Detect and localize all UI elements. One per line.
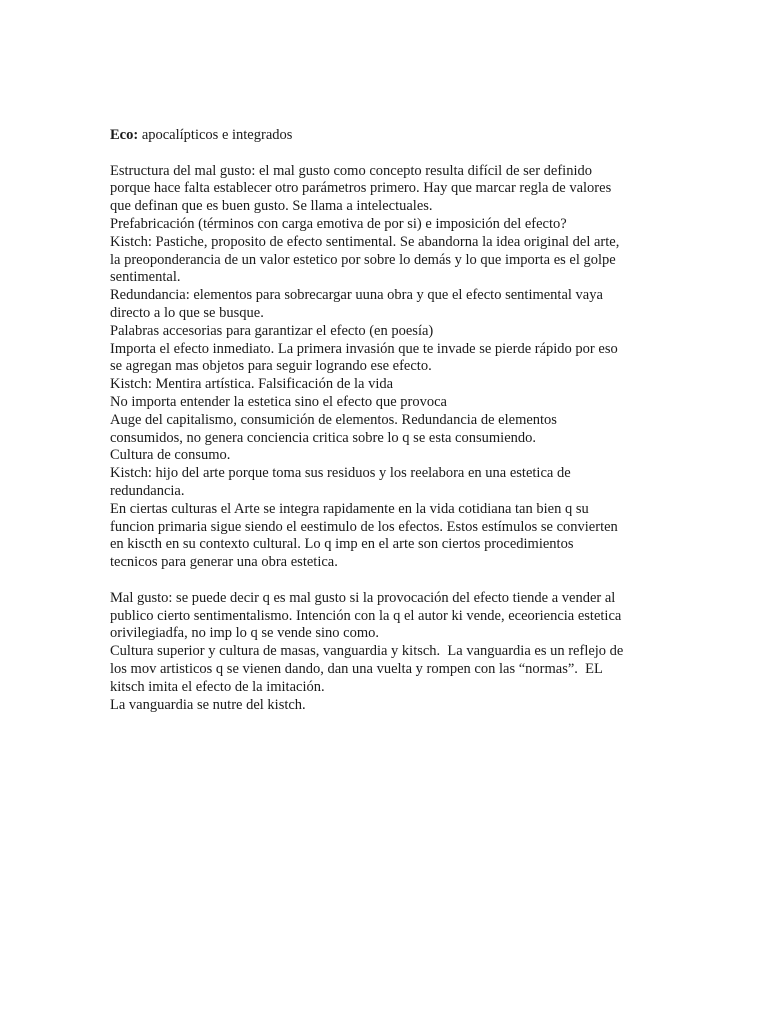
text-line: Kistch: Mentira artística. Falsificación de la vida [110,376,394,393]
text-line: No importa entender la estetica sino el efecto que provoca [110,393,447,410]
text-line: publico cierto sentimentalismo. Intención con la q el autor ki vende, eceoriencia estetica [110,607,622,624]
text-line: Palabras accesorias para garantizar el efecto (en poesía) [110,322,434,339]
text-line: en kiscth en su contexto cultural. Lo q imp en el arte son ciertos procedimientos [110,536,574,553]
text-line: La vanguardia se nutre del kistch. [110,696,306,713]
text-line: kitsch imita el efecto de la imitación. [110,678,325,695]
text-line: Cultura superior y cultura de masas, vanguardia y kitsch. La vanguardia es un reflejo de [110,643,624,660]
text-line: funcion primaria sigue siendo el eestimulo de los efectos. Estos estímulos se convierten [110,518,618,535]
text-line: En ciertas culturas el Arte se integra rapidamente en la vida cotidiana tan bien q su [110,500,589,517]
text-line: consumidos, no genera conciencia critica sobre lo q se esta consumiendo. [110,429,537,446]
text-line: Cultura de consumo. [110,447,231,464]
text-line: tecnicos para generar una obra estetica. [110,554,338,571]
text-line: la preoponderancia de un valor estetico por sobre lo demás y lo que importa es el golpe [110,251,616,268]
title-text: apocalípticos e integrados [138,127,293,143]
title-author: Eco: [110,127,139,143]
text-line: los mov artisticos q se vienen dando, dan una vuelta y rompen con las “normas”. EL [110,660,603,677]
text-line: redundancia. [110,482,185,499]
text-line: directo a lo que se busque. [110,304,264,321]
document-title [110,127,710,145]
text-line: Estructura del mal gusto: el mal gusto como concepto resulta difícil de ser definido [110,162,592,179]
text-line: Mal gusto: se puede decir q es mal gusto si la provocación del efecto tiende a vender al [110,589,616,606]
paragraph-gap [110,145,710,163]
text-line: que definan que es buen gusto. Se llama a intelectuales. [110,198,433,215]
text-line: porque hace falta establecer otro parámetros primero. Hay que marcar regla de valores [110,180,612,197]
text-line: Importa el efecto inmediato. La primera invasión que te invade se pierde rápido por eso [110,340,618,357]
text-line: Auge del capitalismo, consumición de elementos. Redundancia de elementos [110,411,557,428]
document-body [110,127,710,714]
text-line: orivilegiadfa, no imp lo q se vende sino como. [110,625,380,642]
text-line: se agregan mas objetos para seguir logrando ese efecto. [110,358,432,375]
text-line: Prefabricación (términos con carga emotiva de por si) e imposición del efecto? [110,215,567,232]
text-line: Redundancia: elementos para sobrecargar uuna obra y que el efecto sentimental vaya [110,287,603,304]
text-line: Kistch: hijo del arte porque toma sus residuos y los reelabora en una estetica de [110,465,571,482]
text-line: Kistch: Pastiche, proposito de efecto sentimental. Se abandorna la idea original del arte, [110,233,620,250]
text-line: sentimental. [110,269,181,286]
paragraph-gap [110,572,710,590]
